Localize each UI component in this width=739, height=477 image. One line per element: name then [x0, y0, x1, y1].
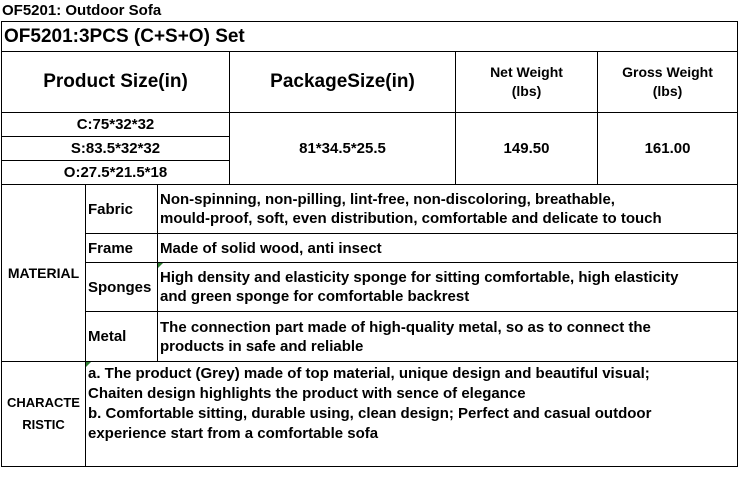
metal-label: Metal — [86, 312, 158, 362]
set-title-row — [2, 22, 738, 52]
size-sofa: S:83.5*32*32 — [2, 137, 230, 161]
description-line: High density and elasticity sponge for sitting comfortable, high elasticity — [160, 269, 679, 286]
sponges-label: Sponges — [86, 263, 158, 312]
gross-weight-header-unit: (lbs) — [652, 83, 683, 99]
description-line: Made of solid wood, anti insect — [160, 239, 382, 257]
characteristic-label-line: CHARACTE — [7, 395, 80, 410]
page-title: OF5201: Outdoor Sofa — [2, 2, 162, 19]
size-row — [2, 113, 738, 137]
description-line: products in safe and reliable — [160, 337, 364, 355]
material-label: MATERIAL — [2, 185, 86, 362]
characteristic-row — [2, 362, 738, 467]
package-size-header: PackageSize(in) — [230, 52, 456, 113]
characteristic-line: b. Comfortable sitting, durable using, clean design; Perfect and casual outdoor — [88, 405, 652, 422]
size-chair: C:75*32*32 — [2, 113, 230, 137]
gross-weight-header-line: Gross Weight — [622, 64, 713, 80]
package-size-value: 81*34.5*25.5 — [230, 113, 456, 185]
gross-weight-header — [598, 52, 738, 113]
spec-table — [1, 21, 738, 467]
set-title: OF5201:3PCS (C+S+O) Set — [2, 22, 738, 52]
characteristic-label — [2, 362, 86, 467]
material-row — [2, 263, 738, 312]
header-row — [2, 52, 738, 113]
product-size-header: Product Size(in) — [2, 52, 230, 113]
frame-description — [158, 234, 738, 263]
characteristic-line: experience start from a comfortable sofa — [88, 425, 379, 442]
characteristic-line: a. The product (Grey) made of top material, unique design and beautiful visual; — [88, 365, 650, 382]
net-weight-value: 149.50 — [456, 113, 598, 185]
characteristic-line: Chaiten design highlights the product with sence of elegance — [88, 385, 526, 402]
material-row — [2, 234, 738, 263]
fabric-label: Fabric — [86, 185, 158, 234]
net-weight-header-unit: (lbs) — [511, 83, 542, 99]
description-line: mould-proof, soft, even distribution, comfortable and delicate to touch — [160, 210, 662, 227]
material-row — [2, 312, 738, 362]
description-line: and green sponge for comfortable backrest — [160, 288, 470, 305]
metal-description — [158, 312, 738, 362]
size-ottoman: O:27.5*21.5*18 — [2, 161, 230, 185]
sponges-description — [158, 263, 738, 312]
gross-weight-value: 161.00 — [598, 113, 738, 185]
fabric-description — [158, 185, 738, 234]
characteristic-label-line: RISTIC — [22, 417, 65, 432]
characteristic-description — [86, 362, 738, 467]
frame-label: Frame — [86, 234, 158, 263]
material-row — [2, 185, 738, 234]
description-line: Non-spinning, non-pilling, lint-free, non-discoloring, breathable, — [160, 191, 615, 208]
description-line: The connection part made of high-quality metal, so as to connect the — [160, 318, 651, 336]
net-weight-header — [456, 52, 598, 113]
net-weight-header-line: Net Weight — [490, 64, 563, 80]
